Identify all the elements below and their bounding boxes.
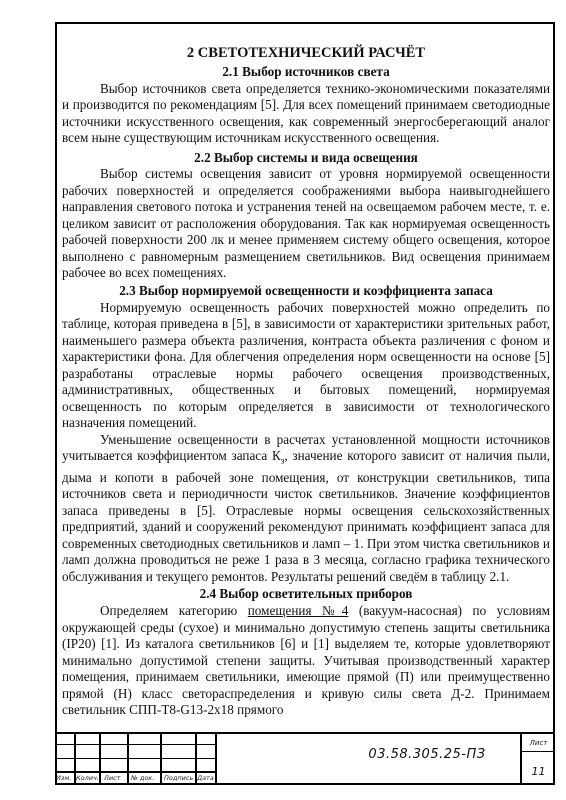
chapter-title: 2 СВЕТОТЕХНИЧЕСКИЙ РАСЧЁТ: [186, 45, 426, 61]
document-body: [62, 44, 550, 719]
section-2-2-paragraph: Выбор системы освещения зависит от уровня нормируемой освещенности рабочих поверхностей и определяется соображениями выбора наивыгоднейшего направления светового потока и устранения теней на освещаемом рабочем месте, т. е. целиком зависит от расположения оборудования. Так как нормируемая освещенность рабочей поверхности 200 лк и менее применяем систему общего освещения, которое выполнено с равномерным размещением светильников. Вид освещения принимаем рабочее во всех помещениях.: [62, 166, 550, 281]
section-2-1-title: 2.1 Выбор источников света: [222, 64, 390, 79]
room-reference: помещения №4: [247, 602, 349, 618]
stamp-label-change: Изм.: [56, 774, 72, 782]
sheet-caption: Лист: [529, 739, 548, 747]
title-block: [55, 732, 555, 785]
section-2-1-paragraph: Выбор источников света определяется технико-экономическими показателями и производится по рекомендациям [5]. Для всех помещений принимаем светодиодные источники искусственного освещения, как современный энергосберегающий аналог всем ныне существующим источникам искусственного освещения.: [62, 80, 550, 146]
section-2-3-paragraph-2: Уменьшение освещенности в расчетах установленной мощности источников учитывается коэффициентом запаса $К_з$, значение которого зависит от наличия пыли, дыма и копоти в рабочей зоне помещения, от конструкции светильников, типа источников света и периодичности чисток светильников. Значение коэффициентов запаса приведены в [5]. Отраслевые нормы освещения сельскохозяйственных предприятий, зданий и сооружений рекомендуют принимать коэффициент запаса для современных светодиодных светильников и ламп – 1. При этом чистка светильников и ламп должна проводиться не реже 1 раза в 3 месяца, согласно графика технического обслуживания и текущего ремонтов. Результаты решений сведём в таблицу 2.1.: [62, 431, 550, 584]
section-2-2-title: 2.2 Выбор системы и вида освещения: [194, 149, 418, 165]
stamp-label-sheet: Лист: [104, 774, 121, 782]
document-number: 03.58.305.25-ПЗ: [368, 747, 486, 762]
sheet-number: 11: [531, 765, 546, 778]
section-2-3-title: 2.3 Выбор нормируемой освещенности и коэффициента запаса: [119, 283, 493, 299]
stamp-label-quantity: Колич.: [76, 774, 99, 782]
stamp-label-doc-number: № док.: [131, 774, 155, 782]
section-2-4-paragraph: Определяем категорию помещения №4 (вакуум-насосная) по условиям окружающей среды (сухое) и минимально допустимую степень защиты светильника (IP20) [1]. Из каталога светильников [6] и [1] выделяем те, которые удовлетворяют минимально допустимой степени защиты. Учитывая производственный характер помещения, принимаем светильники, имеющие прямой (П) или преимущественно прямой (Н) класс светораспределения и кривую силы света Д-2. Принимаем светильник СПП-Т8-G13-2х18 прямого: [62, 602, 550, 718]
stamp-label-date: Дата: [197, 774, 214, 782]
stamp-label-signature: Подпись: [164, 774, 194, 782]
section-2-3-paragraph-1: Нормируемую освещенность рабочих поверхностей можно определить по таблице, которая приведена в [5], в зависимости от характеристики зрительных работ, наименьшего размера объекта различения, контраста объекта различения с фоном и характеристики фона. Для облегчения определения норм освещенности на основе [5] разработаны отраслевые нормы рабочего освещения производственных, административных, общественных и бытовых помещений, нормируемая освещенность по которым определяется в зависимости от технологического назначения помещений.: [62, 299, 550, 431]
section-2-4-title: 2.4 Выбор осветительных приборов: [199, 586, 413, 602]
